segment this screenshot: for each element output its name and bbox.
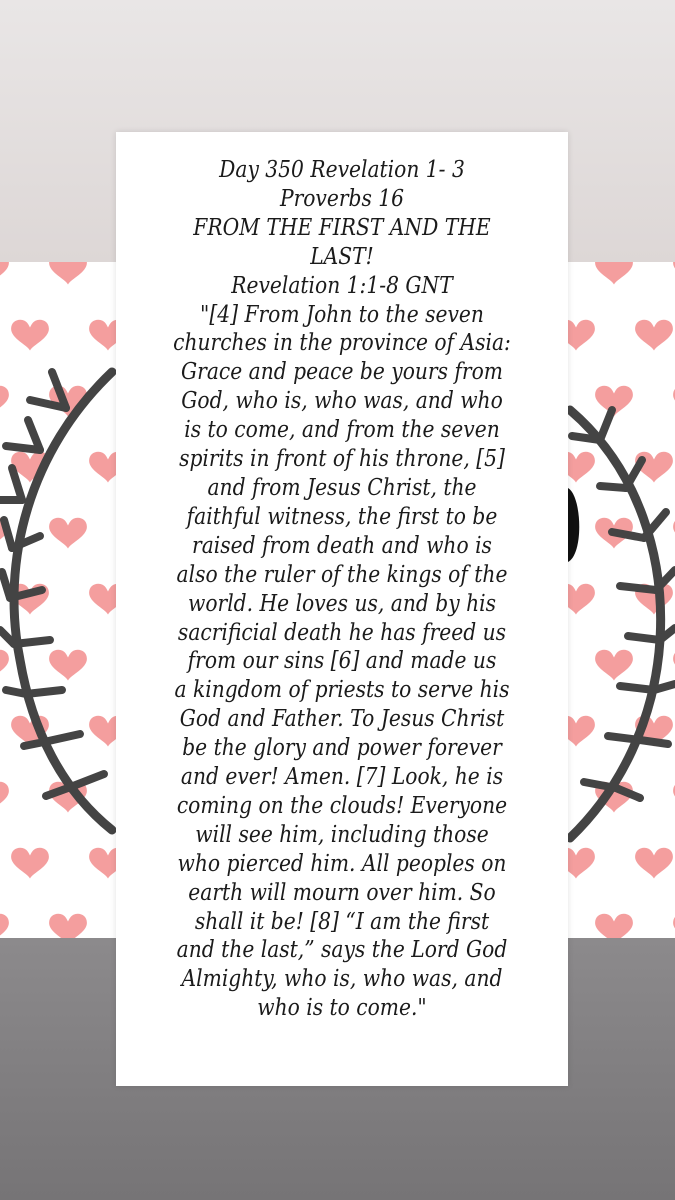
- passage-line: "[4] From John to the seven: [200, 301, 484, 328]
- scripture-reference: Revelation 1:1-8 GNT: [231, 272, 453, 299]
- title-line-2: LAST!: [310, 243, 374, 270]
- passage-line: also the ruler of the kings of the: [176, 561, 508, 588]
- heart-icon: [595, 914, 633, 945]
- heart-icon: [0, 650, 9, 681]
- passage-line: who is to come.": [257, 995, 427, 1022]
- heart-icon: [49, 518, 87, 549]
- heart-icon: [11, 320, 49, 351]
- passage-line: shall it be! [8] “I am the first: [194, 908, 490, 935]
- passage-line: will see him, including those: [195, 821, 489, 848]
- passage-line: is to come, and from the seven: [184, 417, 500, 444]
- heart-icon: [595, 650, 633, 681]
- passage-line: Almighty, who is, who was, and: [181, 966, 503, 993]
- passage-line: Grace and peace be yours from: [181, 359, 503, 386]
- passage-line: coming on the clouds! Everyone: [176, 792, 508, 819]
- heart-icon: [0, 254, 9, 285]
- passage-line: raised from death and who is: [192, 532, 492, 559]
- devotional-text: [155, 156, 528, 1023]
- passage-line: and ever! Amen. [7] Look, he is: [180, 764, 504, 791]
- passage-line: and from Jesus Christ, the: [207, 474, 477, 501]
- heart-icon: [0, 914, 9, 945]
- heart-icon: [595, 254, 633, 285]
- passage-line: a kingdom of priests to serve his: [174, 677, 510, 704]
- passage-line: God, who is, who was, and who: [181, 388, 503, 415]
- passage-line: spirits in front of his throne, [5]: [179, 446, 505, 473]
- dark-shape: [568, 488, 579, 562]
- heart-icon: [11, 848, 49, 879]
- proverbs-line: Proverbs 16: [279, 185, 405, 212]
- passage-line: God and Father. To Jesus Christ: [179, 706, 505, 733]
- passage-line: and the last,” says the Lord God: [176, 937, 508, 964]
- passage-line: churches in the province of Asia:: [173, 330, 511, 357]
- passage-line: from our sins [6] and made us: [187, 648, 497, 675]
- title-line-1: FROM THE FIRST AND THE: [193, 214, 491, 241]
- heart-icon: [635, 320, 673, 351]
- passage-line: earth will mourn over him. So: [188, 879, 496, 906]
- heart-icon: [635, 848, 673, 879]
- day-line: Day 350 Revelation 1- 3: [219, 157, 465, 183]
- passage-line: be the glory and power forever: [182, 735, 502, 762]
- passage-line: world. He loves us, and by his: [188, 590, 496, 617]
- passage-line: who pierced him. All peoples on: [177, 850, 507, 877]
- heart-icon: [49, 254, 87, 285]
- heart-icon: [0, 386, 9, 417]
- heart-icon: [49, 650, 87, 681]
- passage-line: faithful witness, the first to be: [186, 503, 498, 530]
- heart-icon: [49, 914, 87, 945]
- passage-line: sacrificial death he has freed us: [177, 619, 507, 646]
- heart-icon: [0, 782, 9, 813]
- devotional-card: [116, 132, 568, 1086]
